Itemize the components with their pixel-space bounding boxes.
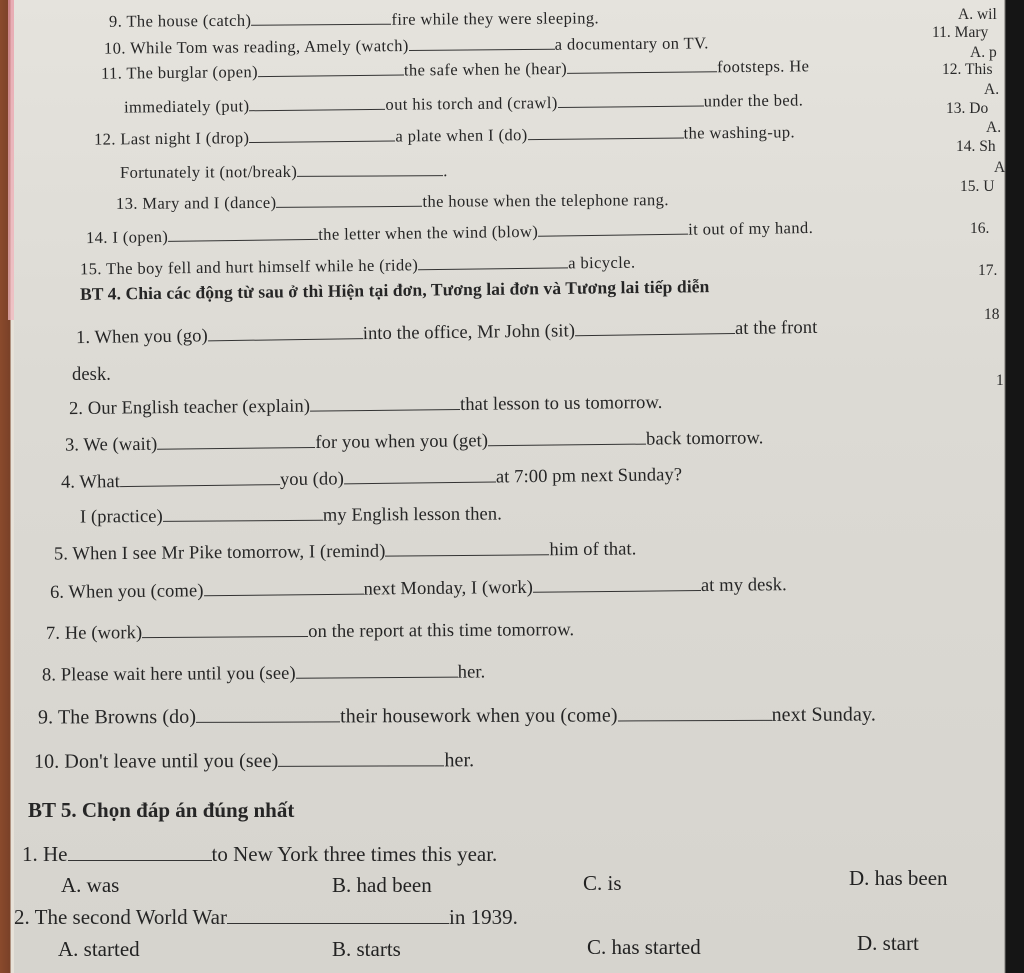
exercise-item: 1. When you (go) into the office, Mr John (sit) at the front (75, 317, 818, 349)
option-c[interactable]: C. is (583, 871, 622, 895)
exercise-item: desk. (72, 365, 112, 385)
answer-blank[interactable] (208, 324, 363, 341)
right-column-text: 18 (984, 306, 1000, 323)
answer-blank[interactable] (196, 707, 340, 723)
question-stem: 1. He to New York three times this year. (22, 842, 498, 866)
right-column-text: A. p (970, 44, 997, 61)
answer-blank[interactable] (528, 123, 684, 140)
answer-blank[interactable] (278, 751, 444, 767)
answer-blank[interactable] (618, 706, 772, 722)
exercise-item: 10. Don't leave until you (see) her. (33, 749, 475, 773)
answer-blank[interactable] (409, 35, 555, 51)
exercise-item: 9. The house (catch) fire while they were sleeping. (108, 8, 600, 31)
exercise-item: 5. When I see Mr Pike tomorrow, I (remind) him of that. (53, 539, 637, 565)
answer-blank[interactable] (418, 253, 568, 270)
exercise-item: 12. Last night I (drop) a plate when I (do) the washing-up. (93, 122, 796, 149)
section-heading: BT 4. Chia các động từ sau ở thì Hiện tại đơn, Tương lai đơn và Tương lai tiếp diễn (79, 276, 710, 304)
exercise-item: 6. When you (come) next Monday, I (work) at my desk. (49, 575, 787, 603)
answer-blank[interactable] (533, 576, 701, 593)
exercise-item: 7. He (work) on the report at this time tomorrow. (45, 620, 575, 644)
right-column-text: A. (986, 119, 1002, 136)
exercise-item: 10. While Tom was reading, Amely (watch) a documentary on TV. (103, 33, 709, 58)
option-b[interactable]: B. starts (332, 937, 401, 961)
answer-blank[interactable] (310, 395, 460, 412)
exercise-item: 11. The burglar (open) the safe when he (hear) footsteps. He (100, 56, 810, 83)
option-d[interactable]: D. has been (849, 866, 948, 890)
worksheet-page (14, 0, 1004, 973)
right-column-text: A (994, 159, 1006, 176)
right-column-text: 15. U (960, 178, 995, 195)
answer-blank[interactable] (297, 161, 443, 177)
exercise-item: immediately (put) out his torch and (crawl) under the bed. (123, 90, 804, 117)
right-column-text: 11. Mary (932, 24, 989, 41)
answer-blank[interactable] (296, 663, 458, 679)
exercise-item: 15. The boy fell and hurt himself while he (ride) a bicycle. (79, 252, 636, 279)
answer-blank[interactable] (344, 467, 496, 484)
answer-blank[interactable] (258, 61, 404, 78)
option-a[interactable]: A. was (61, 873, 120, 897)
answer-blank[interactable] (385, 540, 549, 556)
option-b[interactable]: B. had been (332, 873, 432, 897)
exercise-item: 9. The Browns (do) their housework when you (come) next Sunday. (37, 703, 876, 729)
right-column-text: 12. This (942, 61, 993, 78)
answer-blank[interactable] (276, 192, 422, 208)
answer-blank[interactable] (120, 470, 280, 487)
answer-blank[interactable] (68, 846, 212, 861)
answer-blank[interactable] (249, 95, 385, 111)
question-stem: 2. The second World War in 1939. (14, 905, 518, 929)
option-d[interactable]: D. start (857, 931, 919, 955)
right-column-text: 1 (996, 372, 1004, 389)
exercise-item: 8. Please wait here until you (see) her. (41, 662, 486, 686)
answer-blank[interactable] (157, 433, 315, 450)
answer-blank[interactable] (488, 430, 646, 447)
exercise-item: 14. I (open) the letter when the wind (blow) it out of my hand. (85, 217, 814, 248)
exercise-item: 3. We (wait) for you when you (get) back tomorrow. (64, 428, 764, 456)
right-column-text: A. (984, 81, 1000, 98)
option-c[interactable]: C. has started (587, 935, 701, 959)
answer-blank[interactable] (249, 127, 395, 144)
right-column-text: 13. Do (946, 100, 989, 117)
answer-blank[interactable] (227, 909, 449, 924)
right-column-text: 14. Sh (956, 138, 996, 155)
exercise-item: I (practice) my English lesson then. (79, 504, 502, 528)
answer-blank[interactable] (538, 220, 688, 237)
answer-blank[interactable] (142, 622, 308, 638)
answer-blank[interactable] (251, 10, 391, 26)
section-heading: BT 5. Chọn đáp án đúng nhất (28, 798, 295, 822)
exercise-item: Fortunately it (not/break) . (119, 161, 448, 182)
exercise-item: 13. Mary and I (dance) the house when the telephone rang. (115, 190, 669, 213)
right-column-text: 17. (978, 262, 998, 279)
answer-blank[interactable] (168, 225, 318, 242)
answer-blank[interactable] (203, 580, 363, 597)
answer-blank[interactable] (575, 319, 735, 336)
option-a[interactable]: A. started (58, 937, 140, 961)
exercise-item: 2. Our English teacher (explain) that lesson to us tomorrow. (68, 392, 663, 420)
right-column-text: 16. (970, 220, 990, 237)
answer-blank[interactable] (163, 506, 323, 522)
exercise-item: 4. What you (do) at 7:00 pm next Sunday? (60, 465, 683, 493)
right-column-text: A. wil (958, 6, 997, 23)
answer-blank[interactable] (567, 57, 717, 74)
answer-blank[interactable] (558, 91, 704, 108)
